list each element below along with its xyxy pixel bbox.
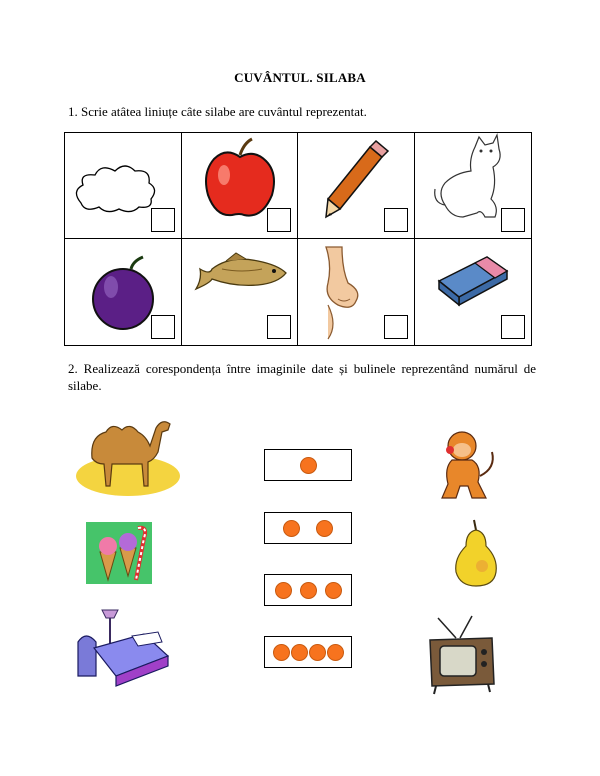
grid-cell-pencil [298, 133, 415, 239]
grid-cell-eraser [415, 239, 532, 345]
page-title: CUVÂNTUL. SILABA [234, 70, 366, 85]
answer-box[interactable] [501, 208, 525, 232]
syllable-dot [300, 457, 317, 474]
grid-cell-cat [415, 133, 532, 239]
grid-cell-plum [65, 239, 182, 345]
grid-cell-apple [182, 133, 299, 239]
grid-cell-cloud [65, 133, 182, 239]
syllable-dot [300, 582, 317, 599]
syllable-dot [327, 644, 344, 661]
syllable-dot [273, 644, 290, 661]
syllable-dot [316, 520, 333, 537]
tv-icon [420, 614, 504, 696]
grid-cell-fish [182, 239, 299, 345]
answer-box[interactable] [151, 208, 175, 232]
bed-icon [72, 606, 172, 692]
syllable-dot [291, 644, 308, 661]
answer-box[interactable] [267, 208, 291, 232]
camel-icon [72, 406, 184, 502]
dot-box-one[interactable] [264, 449, 352, 481]
monkey-icon [432, 428, 502, 504]
syllable-dot [309, 644, 326, 661]
answer-box[interactable] [384, 208, 408, 232]
dot-box-four[interactable] [264, 636, 352, 668]
answer-box[interactable] [151, 315, 175, 339]
pear-icon [446, 516, 506, 590]
syllable-dot [325, 582, 342, 599]
exercise-1-instruction: 1. Scrie atâtea liniuțe câte silabe are cuvântul reprezentat. [68, 104, 367, 119]
syllable-dot [275, 582, 292, 599]
answer-box[interactable] [384, 315, 408, 339]
dot-box-two[interactable] [264, 512, 352, 544]
dot-box-three[interactable] [264, 574, 352, 606]
ice-cream-icon [86, 518, 158, 590]
exercise-2-instruction: 2. Realizează corespondența între imaginile date și bulinele reprezentând numărul de silabe. [68, 361, 536, 393]
syllable-dot [283, 520, 300, 537]
exercise-1-grid [64, 132, 532, 346]
grid-cell-nose [298, 239, 415, 345]
answer-box[interactable] [501, 315, 525, 339]
answer-box[interactable] [267, 315, 291, 339]
